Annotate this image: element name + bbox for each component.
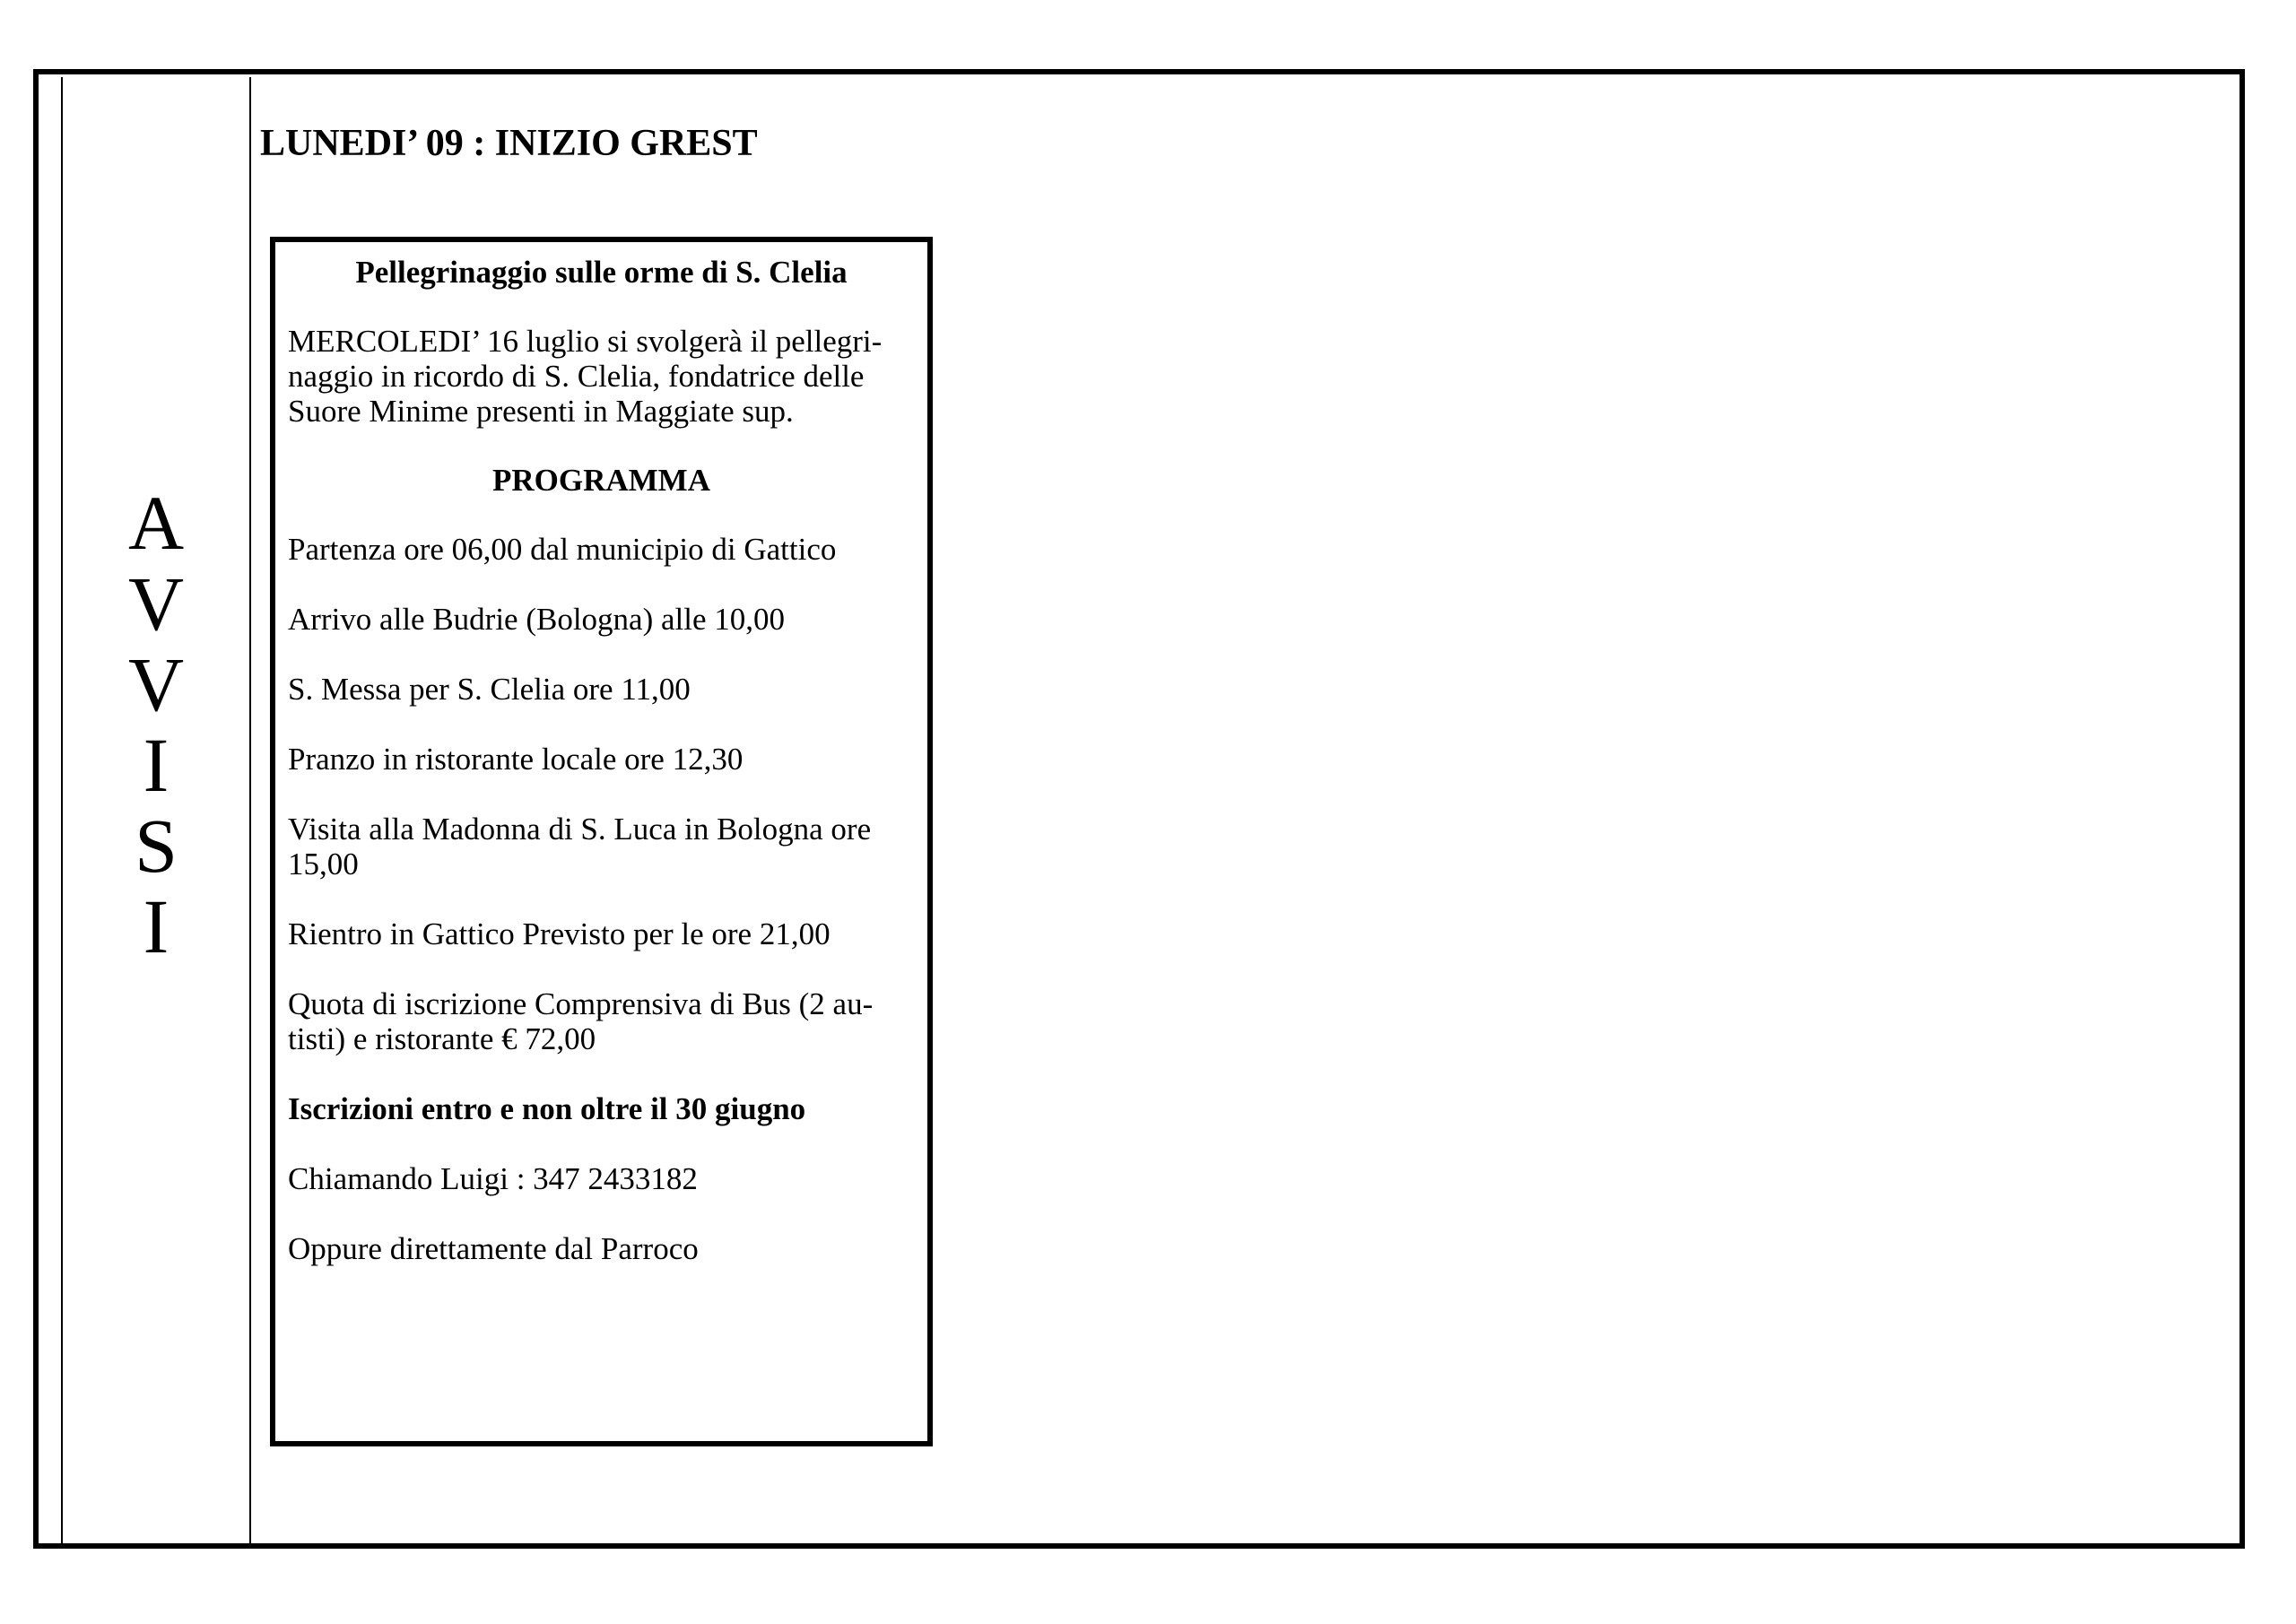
program-item-arrival (288, 602, 915, 637)
sidebar-letter: S (135, 803, 178, 889)
program-item-line: Rientro in Gattico Previsto per le ore 21,00 (288, 916, 831, 951)
intro-line: Suore Minime presenti in Maggiate sup. (288, 394, 794, 429)
program-item-visit (288, 812, 915, 881)
intro-line: naggio in ricordo di S. Clelia, fondatrice delle (288, 359, 865, 394)
avvisi-vertical-label (63, 482, 249, 967)
sidebar-letter: I (143, 722, 170, 808)
program-item-fee (288, 986, 915, 1056)
intro-line: MERCOLEDI’ 16 luglio si svolgerà il pellegri- (288, 324, 883, 359)
program-item-line: Visita alla Madonna di S. Luca in Bologna ore (288, 812, 872, 847)
notice-intro (288, 324, 915, 429)
sidebar-letter: V (127, 641, 185, 727)
program-item-line: tisti) e ristorante € 72,00 (288, 1021, 596, 1056)
program-item-line: Quota di iscrizione Comprensiva di Bus (2 au- (288, 986, 874, 1021)
notice-title: Pellegrinaggio sulle orme di S. Clelia (355, 255, 848, 290)
program-item-line: Arrivo alle Budrie (Bologna) alle 10,00 (288, 602, 786, 637)
pilgrimage-notice-box (270, 237, 933, 1446)
program-item-line: 15,00 (288, 847, 359, 881)
sidebar-letter: V (127, 560, 185, 647)
program-item-return (288, 916, 915, 951)
registration-deadline: Iscrizioni entro e non oltre il 30 giugno (288, 1091, 806, 1126)
avvisi-sidebar (61, 77, 251, 1547)
sidebar-letter: A (127, 480, 185, 566)
program-item-departure (288, 532, 915, 567)
page-heading: LUNEDI’ 09 : INIZIO GREST (260, 123, 758, 164)
program-item-line: S. Messa per S. Clelia ore 11,00 (288, 672, 691, 707)
program-item-line: Pranzo in ristorante locale ore 12,30 (288, 742, 744, 777)
contact-phone: Chiamando Luigi : 347 2433182 (288, 1161, 698, 1196)
program-title: PROGRAMMA (491, 463, 710, 498)
program-item-mass (288, 672, 915, 707)
program-item-line: Partenza ore 06,00 dal municipio di Gattico (288, 532, 837, 567)
contact-alternative: Oppure direttamente dal Parroco (288, 1231, 699, 1266)
sidebar-letter: I (143, 883, 170, 969)
program-item-lunch (288, 742, 915, 777)
